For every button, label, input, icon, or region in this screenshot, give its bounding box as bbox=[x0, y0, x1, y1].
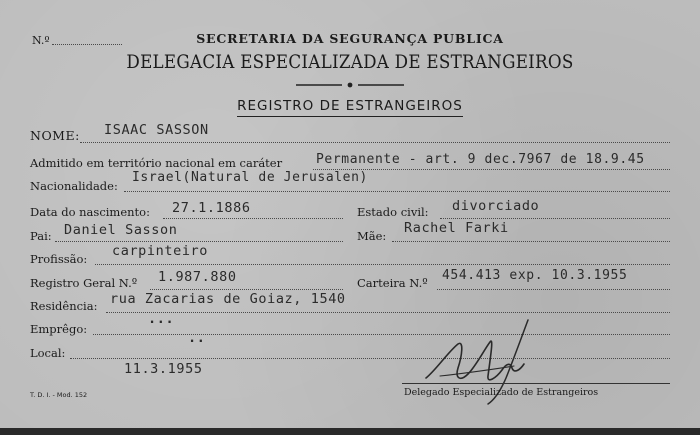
scan-border bbox=[0, 428, 700, 435]
mae-value: Rachel Farki bbox=[404, 220, 509, 236]
nacionalidade-line bbox=[124, 191, 670, 192]
carteira-label: Carteira N.º bbox=[357, 276, 428, 290]
nome-label: NOME: bbox=[30, 128, 80, 143]
form-code: T. D. I. - Mod. 152 bbox=[30, 391, 88, 399]
nascimento-line bbox=[163, 218, 343, 219]
local-line bbox=[70, 358, 670, 359]
mae-line bbox=[392, 241, 670, 242]
profissao-label: Profissão: bbox=[30, 252, 88, 266]
admitido-value: Permanente - art. 9 dec.7967 de 18.9.45 bbox=[316, 152, 645, 167]
registro-geral-value: 1.987.880 bbox=[158, 269, 237, 285]
residencia-line bbox=[106, 312, 670, 313]
department-heading: DELEGACIA ESPECIALIZADA DE ESTRANGEIROS bbox=[126, 51, 574, 73]
agency-heading: SECRETARIA DA SEGURANÇA PUBLICA bbox=[196, 31, 504, 46]
registro-geral-line bbox=[150, 289, 343, 290]
local-date: 11.3.1955 bbox=[124, 361, 203, 377]
residencia-label: Residência: bbox=[30, 299, 98, 313]
header-ornament bbox=[296, 82, 404, 88]
estado-civil-value: divorciado bbox=[452, 198, 540, 214]
nacionalidade-value: Israel(Natural de Jerusalen) bbox=[132, 170, 368, 185]
admitido-label: Admitido em território nacional em caráter bbox=[30, 156, 283, 170]
estado-civil-label: Estado civil: bbox=[357, 205, 429, 219]
nacionalidade-label: Nacionalidade: bbox=[30, 179, 118, 193]
form-title: REGISTRO DE ESTRANGEIROS bbox=[0, 98, 700, 114]
emprego-extra-mark: .. bbox=[188, 330, 206, 346]
emprego-value: ... bbox=[148, 311, 175, 327]
nascimento-value: 27.1.1886 bbox=[172, 200, 251, 216]
estado-civil-line bbox=[440, 218, 670, 219]
residencia-value: rua Zacarias de Goiaz, 1540 bbox=[110, 291, 346, 307]
pai-value: Daniel Sasson bbox=[64, 222, 178, 238]
nome-value: ISAAC SASSON bbox=[104, 122, 209, 138]
carteira-line bbox=[437, 289, 670, 290]
profissao-value: carpinteiro bbox=[112, 243, 209, 259]
pai-label: Pai: bbox=[30, 229, 52, 243]
nascimento-label: Data do nascimento: bbox=[30, 205, 150, 219]
registro-geral-label: Registro Geral N.º bbox=[30, 276, 138, 290]
carteira-value: 454.413 exp. 10.3.1955 bbox=[442, 268, 628, 283]
mae-label: Mãe: bbox=[357, 229, 387, 243]
signatory-title: Delegado Especializado de Estrangeiros bbox=[404, 387, 599, 398]
profissao-line bbox=[95, 264, 670, 265]
number-label: N.º bbox=[32, 34, 50, 47]
signature-line bbox=[402, 383, 670, 384]
nome-line bbox=[80, 142, 670, 143]
pai-line bbox=[55, 241, 343, 242]
local-label: Local: bbox=[30, 346, 66, 360]
emprego-label: Emprêgo: bbox=[30, 322, 88, 336]
emprego-line bbox=[93, 334, 670, 335]
